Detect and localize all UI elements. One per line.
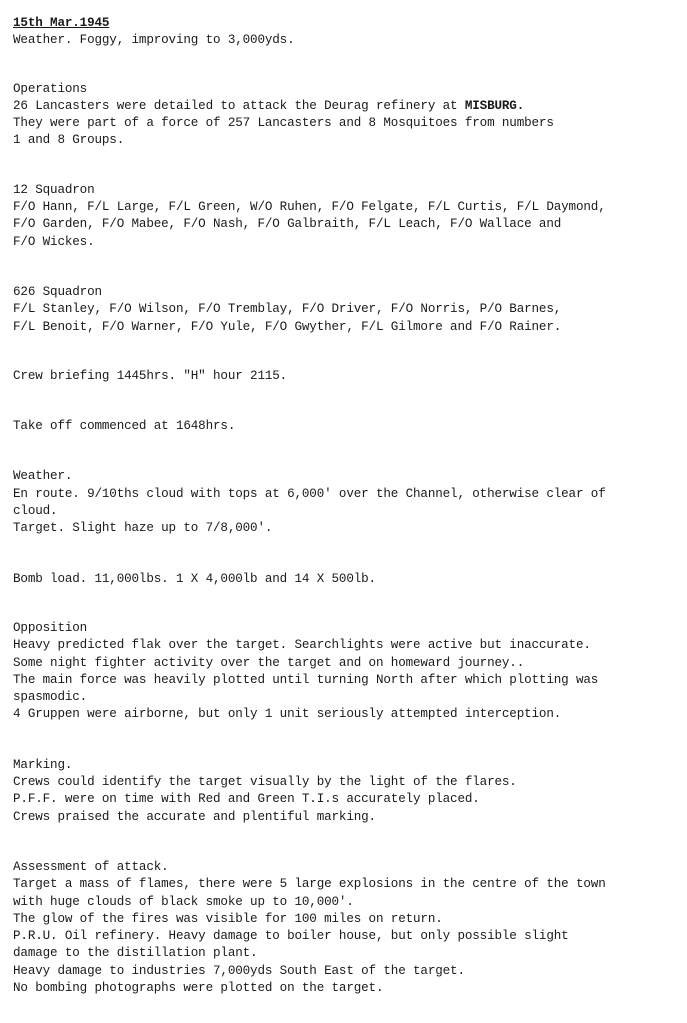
marking-section [13,757,683,826]
weather-section [13,468,683,537]
marking-heading: Marking. [13,757,73,772]
squadron-626-section [13,284,683,336]
opposition-line: The main force was heavily plotted until turning North after which plotting was [13,672,599,687]
takeoff-section [13,418,683,435]
operations-line-1-text: 26 Lancasters were detailed to attack the Deurag refinery at [13,98,465,113]
operations-heading: Operations [13,81,88,96]
assessment-line: P.R.U. Oil refinery. Heavy damage to boiler house, but only possible slight [13,929,569,944]
assessment-section [13,859,683,997]
opposition-line: spasmodic. [13,690,88,705]
opposition-section [13,620,683,724]
target-name: MISBURG. [464,98,525,113]
marking-line: P.F.F. were on time with Red and Green T.I.s accurately placed. [13,792,480,807]
assessment-line: with huge clouds of black smoke up to 10,000'. [13,894,354,909]
briefing-section [13,368,683,385]
assessment-heading: Assessment of attack. [13,859,169,874]
assessment-line: Target a mass of flames, there were 5 large explosions in the centre of the town [13,877,606,892]
takeoff-line: Take off commenced at 1648hrs. [13,419,236,434]
assessment-line: damage to the distillation plant. [13,946,258,961]
opposition-line: Some night fighter activity over the target and on homeward journey.. [13,655,525,670]
opposition-line: 4 Gruppen were airborne, but only 1 unit seriously attempted interception. [13,707,562,722]
marking-line: Crews could identify the target visually by the light of the flares. [13,775,517,790]
assessment-line: Heavy damage to industries 7,000yds South East of the target. [13,963,465,978]
squadron-12-heading: 12 Squadron [13,182,95,197]
marking-line: Crews praised the accurate and plentiful marking. [13,809,376,824]
squadron-626-heading: 626 Squadron [13,284,102,299]
briefing-line: Crew briefing 1445hrs. "H" hour 2115. [13,368,288,383]
bomb-load-line: Bomb load. 11,000lbs. 1 X 4,000lb and 14 X 500lb. [13,571,376,586]
assessment-line: The glow of the fires was visible for 100 miles on return. [13,911,443,926]
weather-heading: Weather. [13,469,73,484]
assessment-line: No bombing photographs were plotted on the target. [13,980,384,995]
operations-section [13,81,683,150]
weather-line: cloud. [13,504,58,519]
opposition-heading: Opposition [13,620,88,635]
weather-line: Target. Slight haze up to 7/8,000'. [13,521,273,536]
crew-line: F/L Stanley, F/O Wilson, F/O Tremblay, F/O Driver, F/O Norris, P/O Barnes, [13,302,562,317]
header-section [13,15,683,50]
bomb-load-section [13,571,683,588]
operations-record-page [13,15,683,997]
weather-line: En route. 9/10ths cloud with tops at 6,000' over the Channel, otherwise clear of [13,486,606,501]
crew-line: F/O Garden, F/O Mabee, F/O Nash, F/O Galbraith, F/L Leach, F/O Wallace and [13,217,562,232]
operations-line-1 [13,98,683,115]
operations-line-3: 1 and 8 Groups. [13,133,125,148]
crew-line: F/O Wickes. [13,234,95,249]
squadron-12-section [13,182,683,251]
operations-line-2: They were part of a force of 257 Lancasters and 8 Mosquitoes from numbers [13,116,554,131]
weather-summary: Weather. Foggy, improving to 3,000yds. [13,33,295,48]
crew-line: F/L Benoit, F/O Warner, F/O Yule, F/O Gwyther, F/L Gilmore and F/O Rainer. [13,319,562,334]
opposition-line: Heavy predicted flak over the target. Searchlights were active but inaccurate. [13,638,591,653]
entry-date: 15th Mar.1945 [13,16,110,30]
crew-line: F/O Hann, F/L Large, F/L Green, W/O Ruhen, F/O Felgate, F/L Curtis, F/L Daymond, [13,200,606,215]
